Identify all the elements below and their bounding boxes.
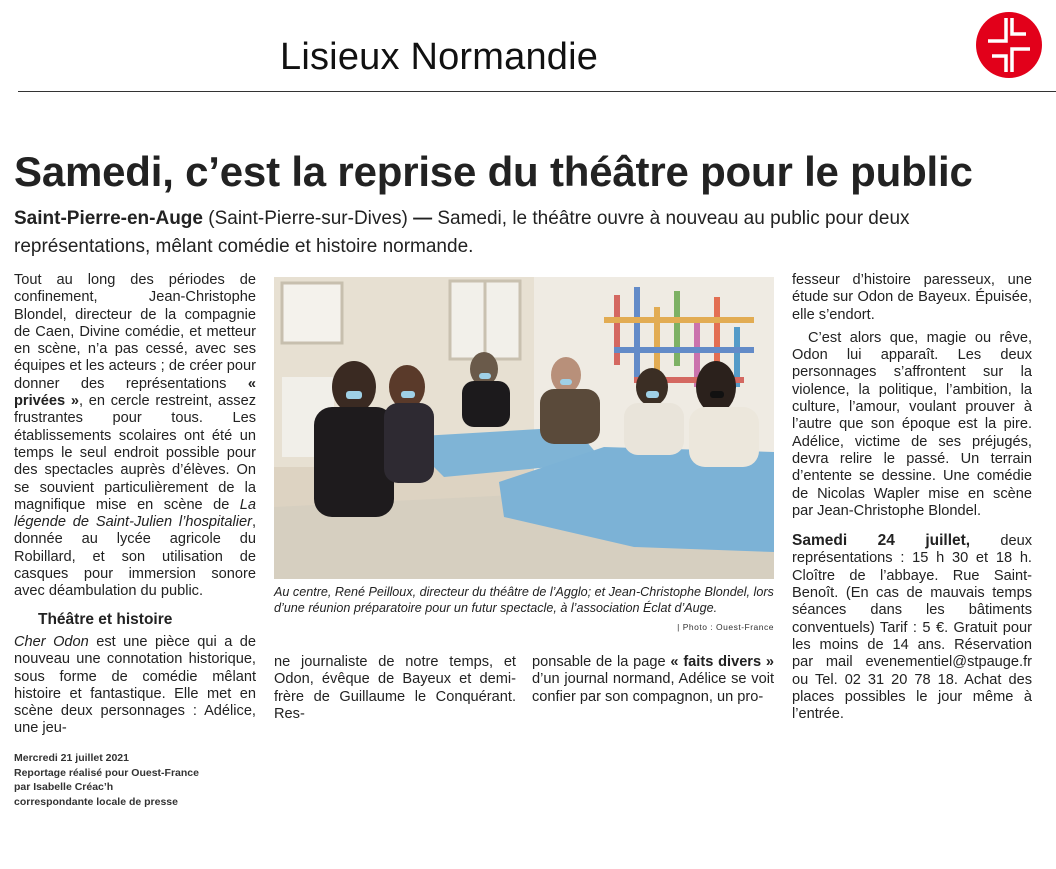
text-run: est une pièce qui a de nouveau une connotation historique, sous forme de comédie mêlant histoire et fantastique. Elle met en scène deux personnages : Adélice, une jeu- [14,633,256,737]
header-divider [18,91,1056,92]
text-run-bold: « faits divers » [670,654,774,670]
event-details: deux représentations : 15 h 30 et 18 h. Cloître de l’abbaye. Rue Saint-Benoît. (En cas de mauvais temps séances dans les bâtiments conventuels) Tarif : 5 €. Gratuit pour les moins de 14 ans. Réservation par mail evenementiel@stpauge.fr ou Tel. 02 31 20 78 18. Achat des places possibles le jour même à l’entrée. [792,533,1032,723]
footer-date: Mercredi 21 juillet 2021 [14,752,129,764]
lead-place: Saint-Pierre-en-Auge [14,208,203,229]
ouest-france-logo-icon [976,12,1042,78]
paragraph-1: fesseur d’histoire paresseux, une étude sur Odon de Bayeux. Épuisée, elle s’endort. [792,272,1032,323]
paragraph-2: C’est alors que, magie ou rêve, Odon lui apparaît. Les deux personnages s’affrontent sur la violence, la politique, l’ambition, la culture, l’amour, voulant prouver à l’autre que son époque est la pire. Adélice, victime de ses préjugés, devra relire le passé. Un terrain d’entente se dessine. Une comédie de Nicolas Wapler mise en scène par Jean-Christophe Blondel. [792,329,1032,519]
paragraph-3 [792,532,1032,723]
footer-author: par Isabelle Créac’h [14,781,114,793]
paragraph-2 [14,634,256,738]
photo-caption: Au centre, René Peilloux, directeur du théâtre de l’Agglo; et Jean-Christophe Blondel, lors d’une réunion préparatoire pour un futur spectacle, à l’association Éclat d’Auge. [274,585,774,615]
article-column-2 [274,654,516,723]
article-column-4 [792,272,1032,723]
logo-circle [976,12,1042,78]
article-photo [274,277,774,579]
lead-paren: (Saint-Pierre-sur-Dives) [208,208,408,229]
event-date: Samedi 24 juillet, [792,532,971,550]
paragraph-1 [14,272,256,601]
newspaper-section-title: Lisieux Normandie [280,36,599,78]
lead-dash: — [407,208,438,229]
text-run-italic: Cher Odon [14,633,89,650]
text-run: ponsable de la page [532,654,671,670]
subheading: Théâtre et histoire [38,610,173,628]
text-run-italic: La légende de Saint-Julien l’hospitalier [14,496,256,531]
article-lead [14,205,944,261]
paragraph: ne journaliste de notre temps, et Odon, évêque de Bayeux et demi-frère de Guillaume le Conquérant. Res- [274,654,516,722]
footer-role: correspondante locale de presse [14,795,178,808]
photo-credit: | Photo : Ouest-France [677,622,774,632]
text-run: , donnée au lycée agricole du Robillard, et son utilisation de casques pour immersion sonore avec déambulation du public. [14,514,256,600]
paragraph [532,654,774,706]
text-run: d’un journal normand, Adélice se voit confier par son compagnon, un pro- [532,671,774,705]
text-run: Tout au long des périodes de confinement, Jean-Christophe Blondel, directeur de la compagnie de Caen, Divine comédie, et metteur en scène, n’a pas cessé, avec ses équipes et les acteurs ; de créer pour donner des représentations [14,272,256,392]
article-column-3 [532,654,774,706]
text-run-bold: « privées » [14,375,256,410]
footer-report: Reportage réalisé pour Ouest-France [14,766,199,779]
article-headline: Samedi, c’est la reprise du théâtre pour le public [14,148,973,195]
article-column-1 [14,272,256,738]
text-run: , en cercle restreint, assez frustrantes pour tous. Les établissements scolaires ont été un temps le seul endroit possible pour des spectacles auprès d’élèves. On se souvient particulièrement de la magnifique mise en scène de [14,393,256,513]
report-footer [14,751,199,809]
lead-text: Samedi, le théâtre ouvre à nouveau au public pour deux représentations, mêlant comédie et histoire normande. [14,208,910,257]
